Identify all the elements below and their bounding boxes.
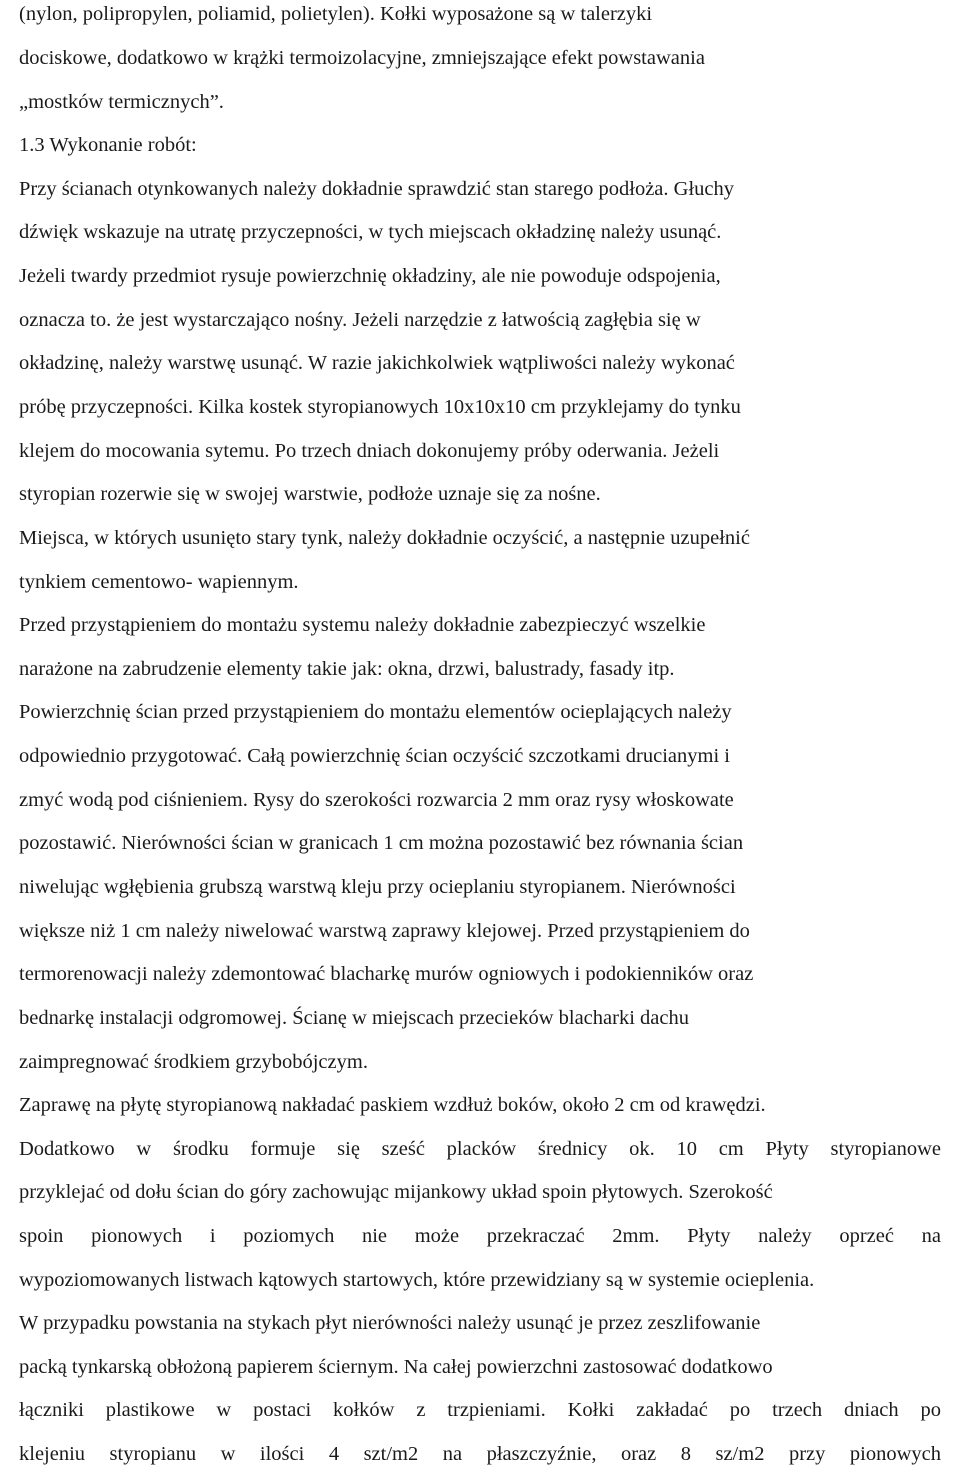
- text-line: niwelując wgłębienia grubszą warstwą kleju przy ocieplaniu styropianem. Nierówności: [19, 876, 736, 898]
- section-heading: 1.3 Wykonanie robót:: [19, 134, 197, 156]
- text-line: Przed przystąpieniem do montażu systemu należy dokładnie zabezpieczyć wszelkie: [19, 614, 706, 636]
- text-line: klejem do mocowania sytemu. Po trzech dniach dokonujemy próby oderwania. Jeżeli: [19, 440, 720, 462]
- text-line: zmyć wodą pod ciśnieniem. Rysy do szerokości rozwarcia 2 mm oraz rysy włoskowate: [19, 789, 734, 811]
- text-line: dociskowe, dodatkowo w krążki termoizolacyjne, zmniejszające efekt powstawania: [19, 47, 705, 69]
- text-line: Zaprawę na płytę styropianową nakładać paskiem wzdłuż boków, około 2 cm od krawędzi.: [19, 1094, 766, 1116]
- text-line: Miejsca, w których usunięto stary tynk, należy dokładnie oczyścić, a następnie uzupełnić: [19, 527, 750, 549]
- text-line: packą tynkarską obłożoną papierem ściernym. Na całej powierzchni zastosować dodatkowo: [19, 1356, 773, 1378]
- text-line: narażone na zabrudzenie elementy takie jak: okna, drzwi, balustrady, fasady itp.: [19, 658, 675, 680]
- text-line: Powierzchnię ścian przed przystąpieniem do montażu elementów ocieplających należy: [19, 701, 732, 723]
- text-line: oznacza to. że jest wystarczająco nośny. Jeżeli narzędzie z łatwością zagłębia się w: [19, 309, 701, 331]
- text-line: dźwięk wskazuje na utratę przyczepności, w tych miejscach okładzinę należy usunąć.: [19, 221, 722, 243]
- text-line: „mostków termicznych”.: [19, 91, 224, 113]
- text-line: okładzinę, należy warstwę usunąć. W razie jakichkolwiek wątpliwości należy wykonać: [19, 352, 735, 374]
- text-line: odpowiednio przygotować. Całą powierzchnię ścian oczyścić szczotkami drucianymi i: [19, 745, 730, 767]
- text-line: pozostawić. Nierówności ścian w granicach 1 cm można pozostawić bez równania ścian: [19, 832, 744, 854]
- text-line: Dodatkowo w środku formuje się sześć placków średnicy ok. 10 cm Płyty styropianowe: [19, 1138, 941, 1160]
- text-line: Przy ścianach otynkowanych należy dokładnie sprawdzić stan starego podłoża. Głuchy: [19, 178, 734, 200]
- text-line: termorenowacji należy zdemontować blacharkę murów ogniowych i podokienników oraz: [19, 963, 754, 985]
- text-line: styropian rozerwie się w swojej warstwie, podłoże uznaje się za nośne.: [19, 483, 601, 505]
- text-line: zaimpregnować środkiem grzybobójczym.: [19, 1051, 368, 1073]
- text-line: przyklejać od dołu ścian do góry zachowując mijankowy układ spoin płytowych. Szerokość: [19, 1181, 773, 1203]
- text-line: bednarkę instalacji odgromowej. Ścianę w miejscach przecieków blacharki dachu: [19, 1007, 689, 1029]
- text-line: wypoziomowanych listwach kątowych startowych, które przewidziany są w systemie ocieplenia.: [19, 1269, 815, 1291]
- text-line: Jeżeli twardy przedmiot rysuje powierzchnię okładziny, ale nie powoduje odspojenia,: [19, 265, 721, 287]
- text-line: (nylon, polipropylen, poliamid, polietylen). Kołki wyposażone są w talerzyki: [19, 3, 653, 25]
- text-line: łączniki plastikowe w postaci kołków z trzpieniami. Kołki zakładać po trzech dniach po: [19, 1399, 941, 1421]
- text-line: klejeniu styropianu w ilości 4 szt/m2 na płaszczyźnie, oraz 8 sz/m2 przy pionowych: [19, 1443, 941, 1465]
- text-line: większe niż 1 cm należy niwelować warstwą zaprawy klejowej. Przed przystąpieniem do: [19, 920, 750, 942]
- text-line: tynkiem cementowo- wapiennym.: [19, 571, 299, 593]
- text-line: spoin pionowych i poziomych nie może przekraczać 2mm. Płyty należy oprzeć na: [19, 1225, 941, 1247]
- text-line: W przypadku powstania na stykach płyt nierówności należy usunąć je przez zeszlifowanie: [19, 1312, 761, 1334]
- text-line: próbę przyczepności. Kilka kostek styropianowych 10x10x10 cm przyklejamy do tynku: [19, 396, 741, 418]
